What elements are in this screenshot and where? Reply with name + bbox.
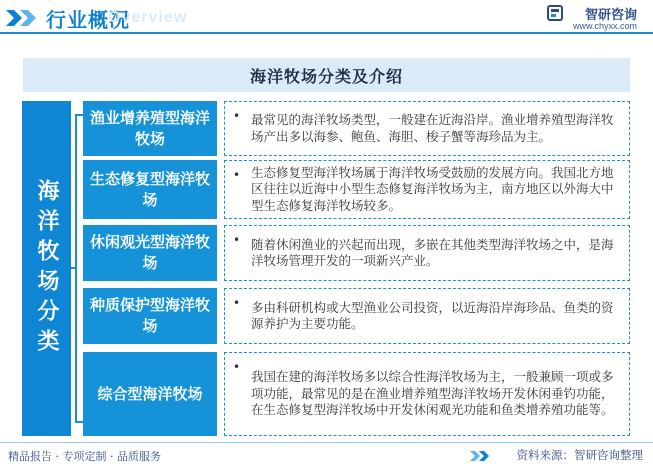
category-name: 渔业增养殖型海洋牧场 — [89, 108, 210, 148]
bullet: • — [233, 109, 241, 123]
category-box-germplasm — [83, 288, 217, 344]
description-text: 随着休闲渔业的兴起而出现，多嵌在其他类型海洋牧场之中，是海洋牧场管理开发的一项新兴产业。 — [251, 236, 614, 268]
bullet: • — [233, 360, 241, 374]
category-box-fishery — [83, 101, 217, 156]
brand-url: www.chyxx.com — [572, 21, 637, 31]
category-name: 生态修复型海洋牧场 — [89, 169, 210, 209]
category-name: 种质保护型海洋牧场 — [89, 296, 210, 335]
page-title: 行业概况 — [46, 8, 130, 32]
footer-divider — [0, 442, 653, 443]
header-chevrons-icon — [6, 8, 42, 28]
section-title: 海洋牧场分类及介绍 — [249, 66, 403, 86]
description-box-fishery — [224, 101, 630, 156]
header-divider — [0, 32, 653, 34]
category-box-leisure — [83, 225, 217, 281]
category-label: 海洋牧场分类 — [34, 178, 59, 359]
footer-chevrons-icon — [470, 451, 494, 461]
brand-name: 智研咨询 — [584, 8, 637, 23]
category-label-box — [22, 101, 71, 436]
category-name: 综合型海洋牧场 — [97, 384, 203, 403]
bullet: • — [233, 233, 241, 247]
description-box-germplasm — [224, 288, 630, 344]
bracket-connector — [70, 101, 84, 436]
bullet: • — [233, 296, 241, 310]
footer-source: 资料来源：智研咨询整理 — [516, 448, 643, 462]
description-text: 最常见的海洋牧场类型，一般建在近海沿岸。渔业增养殖型海洋牧场产出多以海参、鲍鱼、海胆、梭子蟹等海珍品为主。 — [251, 112, 614, 144]
description-box-comprehensive — [224, 352, 630, 436]
page-title-watermark: Overview — [108, 9, 188, 26]
category-box-comprehensive — [83, 352, 217, 436]
bullet: • — [233, 168, 241, 182]
footer-slogan: 精品报告 · 专项定制 · 品质服务 — [8, 450, 161, 463]
description-text: 多由科研机构或大型渔业公司投资，以近海沿岸海珍品、鱼类的资源养护为主要功能。 — [251, 299, 614, 331]
category-name: 休闲观光型海洋牧场 — [89, 233, 210, 272]
category-box-ecological — [83, 160, 217, 219]
brand-logo-icon — [547, 5, 563, 21]
description-text: 我国在建的海洋牧场多以综合性海洋牧场为主，一般兼顾一项或多项功能，最常见的是在渔业增养殖型海洋牧场开发休闲垂钓功能，在生态修复型海洋牧场中开发休闲观光功能和鱼类增养殖功能等。 — [251, 369, 614, 418]
description-box-ecological — [224, 160, 630, 219]
description-text: 生态修复型海洋牧场属于海洋牧场受鼓励的发展方向。我国北方地区往往以近海中小型生态修复海洋牧场为主，南方地区以外海大中型生态修复海洋牧场较多。 — [251, 164, 614, 213]
description-box-leisure — [224, 225, 630, 281]
section-banner — [23, 58, 630, 92]
